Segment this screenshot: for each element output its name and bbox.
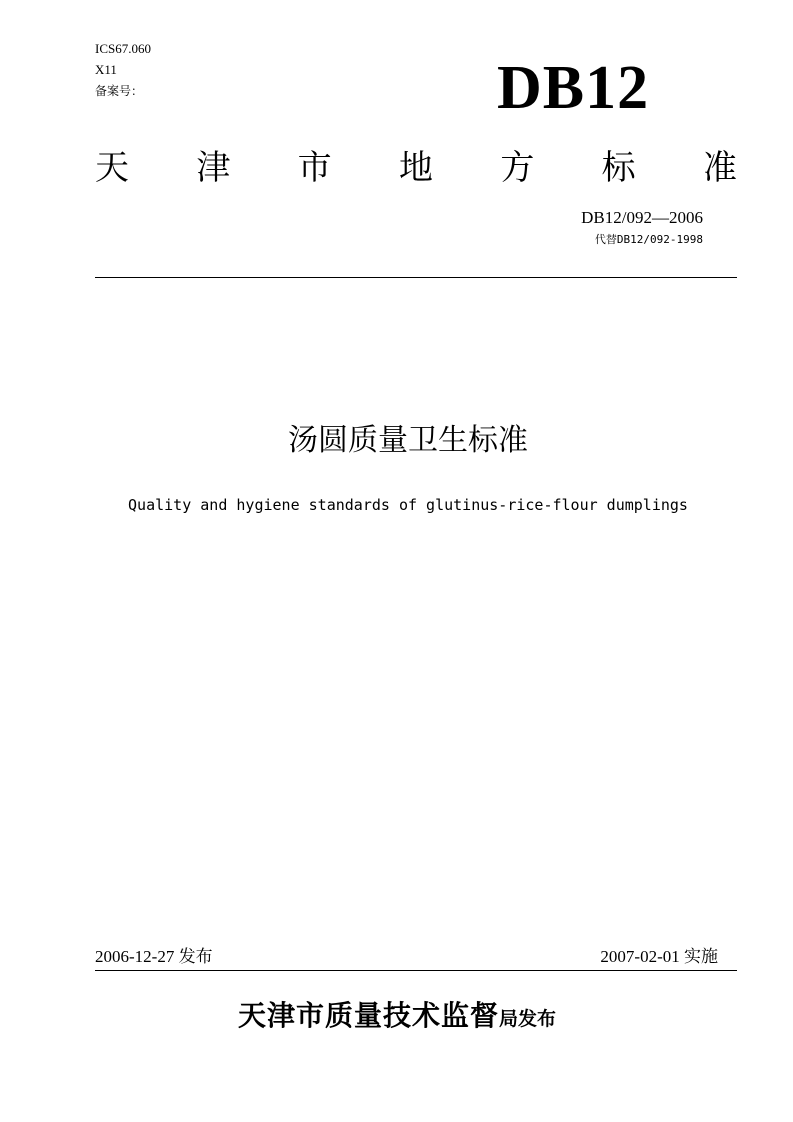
- publisher-suffix: 局发布: [499, 1008, 557, 1030]
- replaces-standard: 代替DB12/092-1998: [594, 233, 703, 246]
- publisher: [238, 998, 556, 1038]
- standard-type-char: 方: [500, 148, 535, 188]
- bottom-divider: [95, 970, 737, 971]
- standard-type-char: 津: [196, 148, 231, 188]
- standard-number: DB12/092—2006: [581, 208, 703, 227]
- standard-type-heading: [95, 148, 737, 188]
- issue-date: 2006-12-27 发布: [95, 947, 213, 966]
- db-standard-mark: DB12: [497, 54, 650, 122]
- top-divider: [95, 277, 737, 278]
- standard-type-char: 准: [702, 148, 737, 188]
- standard-type-char: 地: [398, 148, 433, 188]
- standard-type-char: 标: [601, 148, 636, 188]
- standard-type-char: 天: [95, 148, 129, 188]
- standard-type-char: 市: [297, 148, 332, 188]
- record-number-label: 备案号：: [95, 84, 144, 98]
- classification-code: X11: [95, 62, 117, 77]
- publisher-name: 天津市质量技术监督: [238, 999, 500, 1032]
- document-title-en: Quality and hygiene standards of glutinus-rice-flour dumplings: [128, 496, 688, 514]
- ics-code: ICS67.060: [95, 41, 151, 56]
- document-title-cn: 汤圆质量卫生标准: [288, 423, 528, 458]
- effective-date: 2007-02-01 实施: [600, 947, 718, 966]
